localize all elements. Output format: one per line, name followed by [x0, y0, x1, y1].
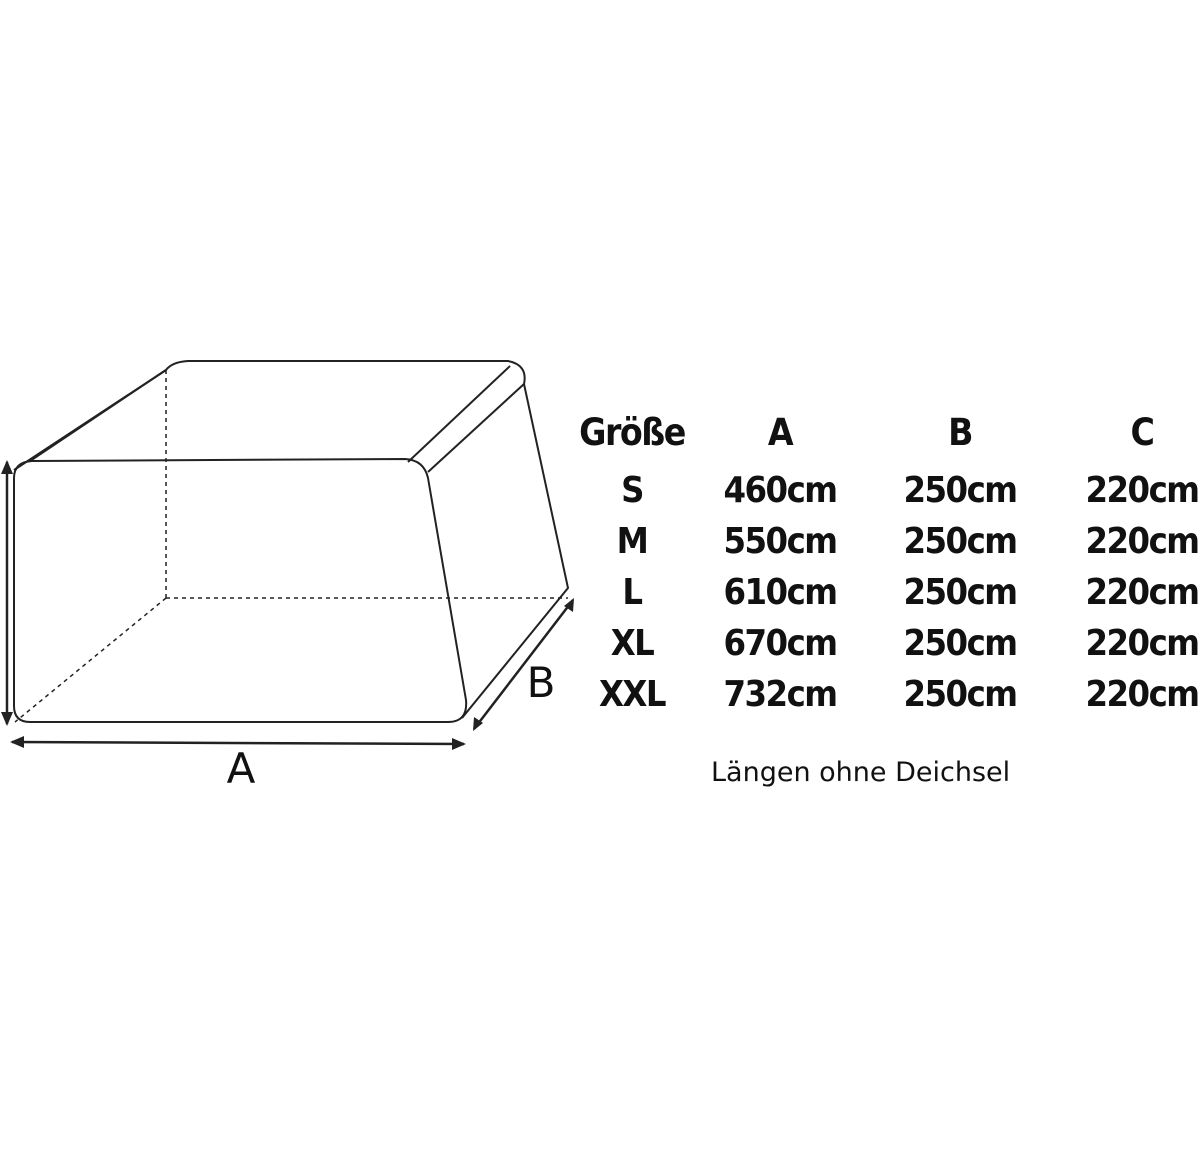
- length-note: Längen ohne Deichsel: [711, 757, 1011, 788]
- value-b-cell: 250cm: [903, 572, 1017, 613]
- size-cell: XXL: [598, 674, 666, 715]
- header-b: B: [948, 411, 972, 454]
- dimension-label-a: A: [226, 744, 256, 793]
- value-a-cell: 670cm: [723, 623, 837, 664]
- size-cell: M: [616, 521, 648, 562]
- value-c-cell: 220cm: [1085, 623, 1199, 664]
- value-c-cell: 220cm: [1085, 521, 1199, 562]
- value-a-cell: 732cm: [723, 674, 837, 715]
- header-c: C: [1130, 411, 1154, 454]
- size-cell: S: [621, 470, 643, 511]
- value-a-cell: 460cm: [723, 470, 837, 511]
- dimension-label-b: B: [526, 658, 556, 707]
- size-cell: XL: [610, 623, 654, 664]
- header-a: A: [767, 411, 793, 454]
- size-cell: L: [622, 572, 642, 613]
- value-b-cell: 250cm: [903, 674, 1017, 715]
- value-c-cell: 220cm: [1085, 470, 1199, 511]
- value-c-cell: 220cm: [1085, 674, 1199, 715]
- value-b-cell: 250cm: [903, 470, 1017, 511]
- value-b-cell: 250cm: [903, 521, 1017, 562]
- value-b-cell: 250cm: [903, 623, 1017, 664]
- value-a-cell: 550cm: [723, 521, 837, 562]
- value-c-cell: 220cm: [1085, 572, 1199, 613]
- value-a-cell: 610cm: [723, 572, 837, 613]
- header-size: Größe: [579, 411, 685, 454]
